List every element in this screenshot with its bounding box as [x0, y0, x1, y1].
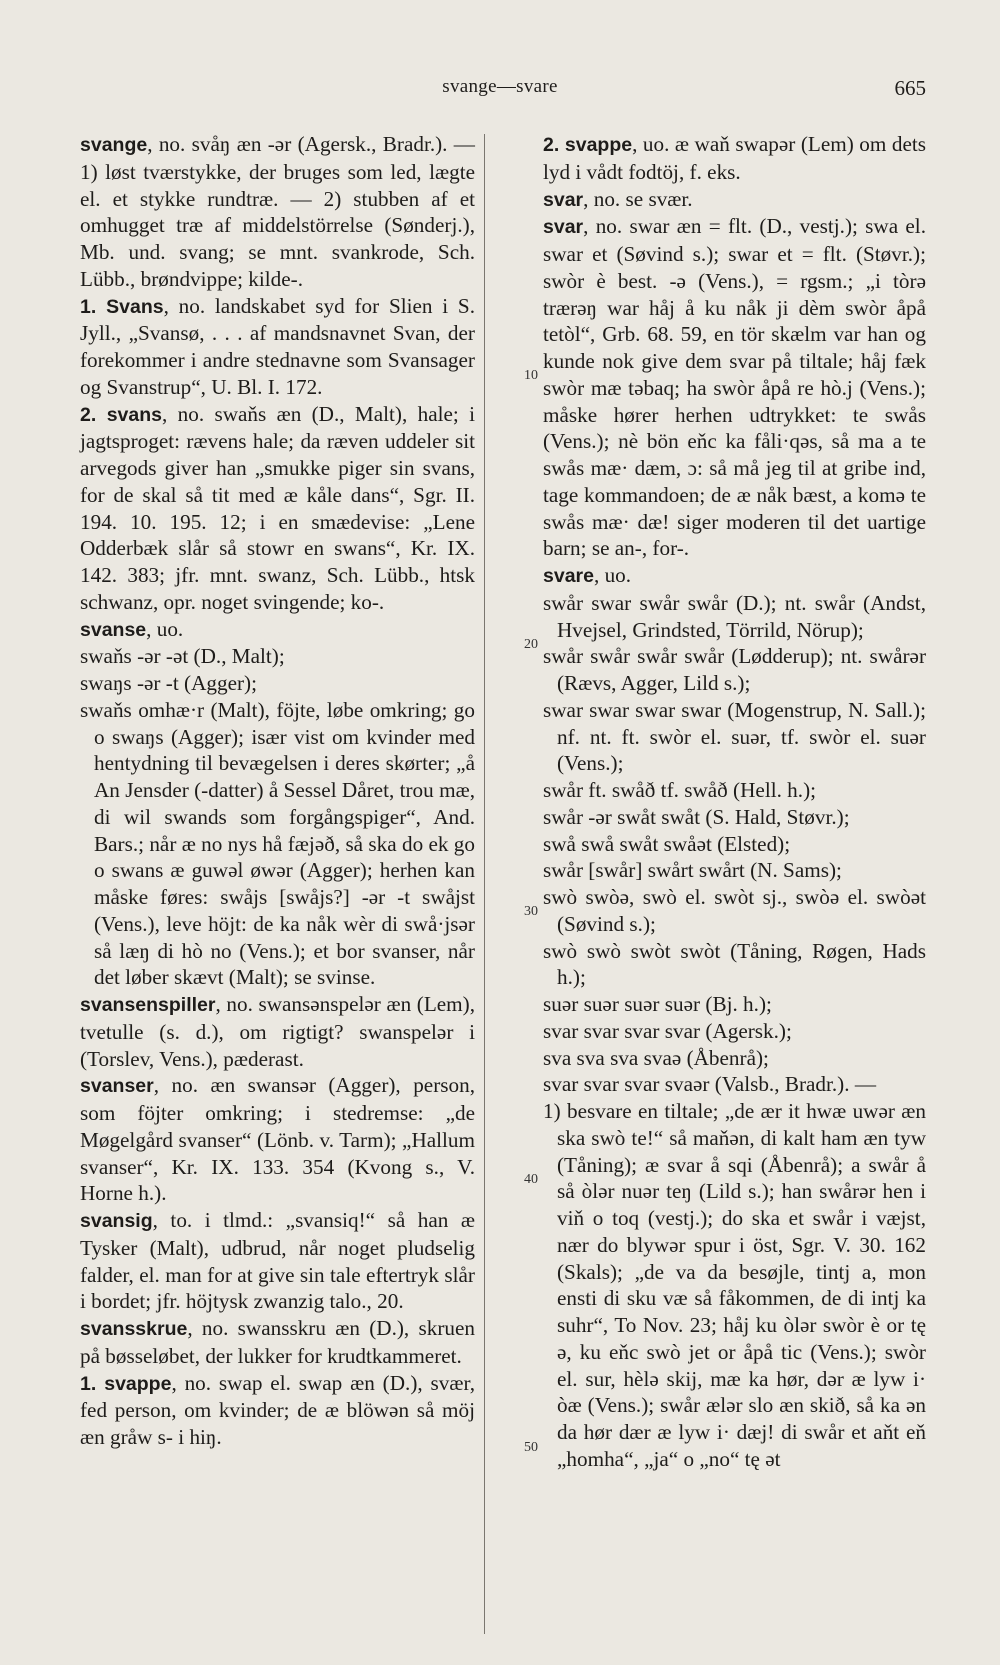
headword: svange	[80, 134, 148, 156]
entry-text: swò swòə, swò el. swòt sj., swòə el. swòət (Søvind s.);	[543, 885, 926, 936]
entry-text: suər suər suər suər (Bj. h.);	[543, 992, 772, 1016]
entry-variant	[543, 938, 926, 992]
entry-variant	[543, 1018, 926, 1045]
entry-text: swå swå swåt swåət (Elsted);	[543, 831, 791, 856]
dictionary-entry	[80, 1207, 475, 1315]
right-column	[543, 131, 926, 1473]
entry-variant	[543, 1071, 926, 1098]
entry-text: swår -ər swåt swåt (S. Hald, Støvr.);	[543, 804, 850, 829]
entry-variant	[80, 670, 475, 697]
dictionary-entry	[80, 293, 475, 401]
entry-text: , no. se svær.	[583, 186, 693, 211]
entry-text: , no. swansskru æn (D.), skruen på bøsseløbet, der lukker for krudtkammeret.	[80, 1316, 475, 1368]
entry-text: swår swar swår swår (D.); nt. swår (Andst, Hvejsel, Grindsted, Törrild, Nörup);	[543, 590, 926, 642]
dictionary-entry	[543, 213, 926, 562]
dictionary-entry	[543, 131, 926, 186]
entry-text: , no. swar æn = flt. (D., vestj.); swa el. swar et (Søvind s.); swar et = flt. (Støvr.); swòr è best. -ə (Vens.), = rgsm.; „i tòrə trærəŋ war håj å ku nåk ji dèm swòr åpå tetòl“, Grb. 68. 59, en tör skælm var han og kunde nok give dem svar på tiltale; håj fæk swòr mæ təbaq; ha swòr åpå re hò.j (Vens.); måske hører herhen udtrykket: te swås (Vens.); nè bön eňc ka fåli·qəs, så ma a te swås mæ· dæm, ɔ: så må jeg til at gribe ind, tage kommandoen; de æ nåk bæst, a komə te swås mæ· dæ! siger moderen til det uartige barn; se an-, for-.	[543, 214, 926, 561]
page-number: 665	[894, 76, 926, 100]
dictionary-entry	[80, 131, 475, 293]
entry-text: , no. swaňs æn (D., Malt), hale; i jagtsproget: rævens hale; da ræven uddeler sit arvegods giver han „smukke piger sin svans, for de skal så tit med æ kåle dans“, Sgr. II. 194. 10. 195. 12; i en smædevise: „Lene Odderbæk slår så stowr en swans“, Kr. IX. 142. 383; jfr. mnt. swanz, Sch. Lübb., htsk schwanz, opr. noget svingende; ko-.	[80, 401, 475, 614]
headword: svar	[543, 216, 584, 239]
entry-text: swaňs -ər -ət (D., Malt);	[80, 644, 285, 669]
entry-text: , uo. æ waň swapər (Lem) om dets lyd i vådt fodtöj, f. eks.	[543, 132, 926, 184]
entry-text: , to. i tlmd.: „svansiq!“ så han æ Tysker (Malt), udbrud, når noget pludselig falder, el. man for at give sin tale eftertryk slår i bordet; jfr. höjtysk zwanzig talo., 20.	[80, 1208, 475, 1314]
entry-text: , uo.	[146, 616, 184, 641]
entry-text: 1) besvare en tiltale; „de ær it hwæ uwər æn ska swò te!“ så maňən, di kalt ham æn tyw (Tåning); æ svar å sqi (Åbenrå); a swår å så òlər nuər teŋ (Lild s.); han swårər hen i viň o toq (vestj.); do ska et swår i væjst, nær do blywər spur i öst, Sgr. V. 30. 162 (Skals); „de va da besøjle, tintj a, mon ensti di sku væ så fåkommen, de di intj ka suhr“, To Nov. 23; håj ku òlər swòr è or tę ə, ku eňc swò jet or åpå tic (Vens.); swòr el. sur, hèlə skij, mæ ka hør, dər æ lyw i· òæ (Vens.); swår ælər slo æn skið, så ka ən da hør dær æ lyw i· dæj! di swår et aňt eň „homha“, „ja“ o „no“ tę ət	[543, 1099, 926, 1471]
entry-text: svar svar svar svaər (Valsb., Bradr.). —	[543, 1072, 877, 1097]
entry-text: swår swår swår swår (Lødderup); nt. swårər (Rævs, Agger, Lild s.);	[543, 644, 926, 695]
line-number: 50	[524, 1440, 538, 1455]
headword: svansskrue	[80, 1318, 188, 1340]
entry-variant	[543, 831, 926, 858]
entry-text: swò swò swòt swòt (Tåning, Røgen, Hads h.);	[543, 938, 926, 990]
headword: svansig	[80, 1210, 153, 1232]
entry-text: swar swar swar swar (Mogenstrup, N. Sall.); nf. nt. ft. swòr el. suər, tf. swòr el. suər (Vens.);	[543, 697, 926, 776]
dictionary-entry	[543, 186, 926, 214]
entry-text: sva sva sva svaə (Åbenrå);	[543, 1045, 769, 1070]
entry-text: , no. svåŋ æn -ər (Agersk., Bradr.). — 1) løst tværstykke, der bruges som led, lægte el. et stykke rundtræ. — 2) stubben af et omhugget træ af middelstörrelse (Sønderj.), Mb. und. svang; se mnt. svankrode, Sch. Lübb., brøndvippe; kilde-.	[80, 132, 475, 291]
entry-text: , no. landskabet syd for Slien i S. Jyll., „Svansø, . . . af mandsnavnet Svan, der forekommer i andre stednavne som Svansager og Svanstrup“, U. Bl. I. 172.	[80, 293, 476, 399]
entry-variant	[543, 697, 926, 777]
entry-text: , no. swap el. swap æn (D.), svær, fed person, om kvinder; de æ blöwən så möj æn gråw s- i hiŋ.	[80, 1370, 475, 1449]
entry-text: , uo.	[593, 563, 632, 587]
line-number: 30	[524, 904, 538, 919]
headword: 2. svans	[80, 403, 163, 426]
entry-text: svar svar svar svar (Agersk.);	[543, 1018, 792, 1043]
left-column	[80, 131, 475, 1451]
dictionary-entry	[80, 616, 475, 644]
line-number: 20	[524, 637, 538, 652]
entry-variant	[543, 590, 926, 644]
dictionary-entry	[80, 991, 475, 1072]
headword: svansenspiller	[80, 994, 216, 1016]
dictionary-entry	[80, 1072, 475, 1207]
line-number: 40	[524, 1172, 538, 1187]
entry-text: swaňs omhæ·r (Malt), föjte, løbe omkring; go o swaŋs (Agger); især vist om kvinder med hentydning til bevægelsen i deres skørter; „å An Jensder (-datter) å Sessel Dåret, trou mæ, di wil swands som forgångspiger“, And. Bars.; når æ no nys hå fæjəð, så ska do ek go o swans æ guwəl øwər (Agger); herhen kan måske føres: swåjs [swåjs?] -ər -t swåjst (Vens.), leve höjt: de ka nåk wèr di swå·jsər så læŋ di hò no (Vens.); et bor svanser, når det løber skævt (Malt); se svinse.	[80, 697, 475, 990]
dictionary-entry	[80, 401, 475, 616]
entry-variant	[543, 857, 926, 884]
headword: svanser	[80, 1075, 154, 1098]
dictionary-entry	[80, 1370, 475, 1451]
entry-variant	[543, 777, 926, 804]
entry-variant	[80, 643, 475, 670]
entry-text: , no. æn swansər (Agger), person, som föjter omkring; i stedremse: „de Møgelgård svanser“ (Lönb. v. Tarm); „Hallum svanser“, Kr. IX. 133. 354 (Kvong s., V. Horne h.).	[80, 1073, 475, 1206]
headword: svar	[543, 188, 584, 211]
dictionary-entry	[543, 562, 926, 590]
entry-variant	[543, 991, 926, 1018]
entry-variant	[543, 804, 926, 831]
entry-variant	[543, 1045, 926, 1072]
running-title: svange—svare	[442, 76, 558, 97]
column-divider	[484, 134, 485, 1634]
entry-variant	[80, 697, 475, 991]
entry-text: swaŋs -ər -t (Agger);	[80, 671, 257, 695]
entry-text: swår ft. swåð tf. swåð (Hell. h.);	[543, 778, 817, 802]
headword: 2. svappe	[543, 134, 633, 156]
line-number: 10	[524, 368, 538, 383]
entry-text: , no. swansənspelər æn (Lem), tvetulle (s. d.), om rigtigt? swanspelər i (Torslev, Vens.), pæderast.	[80, 992, 475, 1071]
running-header	[0, 76, 1000, 106]
entry-variant	[543, 884, 926, 938]
entry-variant	[543, 643, 926, 697]
dictionary-entry	[80, 1315, 475, 1370]
headword: svanse	[80, 618, 147, 641]
entry-variant	[543, 1098, 926, 1473]
headword: svare	[543, 565, 594, 587]
headword: 1. svappe	[80, 1372, 172, 1395]
entry-text: swår [swår] swårt swårt (N. Sams);	[543, 858, 842, 883]
headword: 1. Svans	[80, 295, 164, 318]
